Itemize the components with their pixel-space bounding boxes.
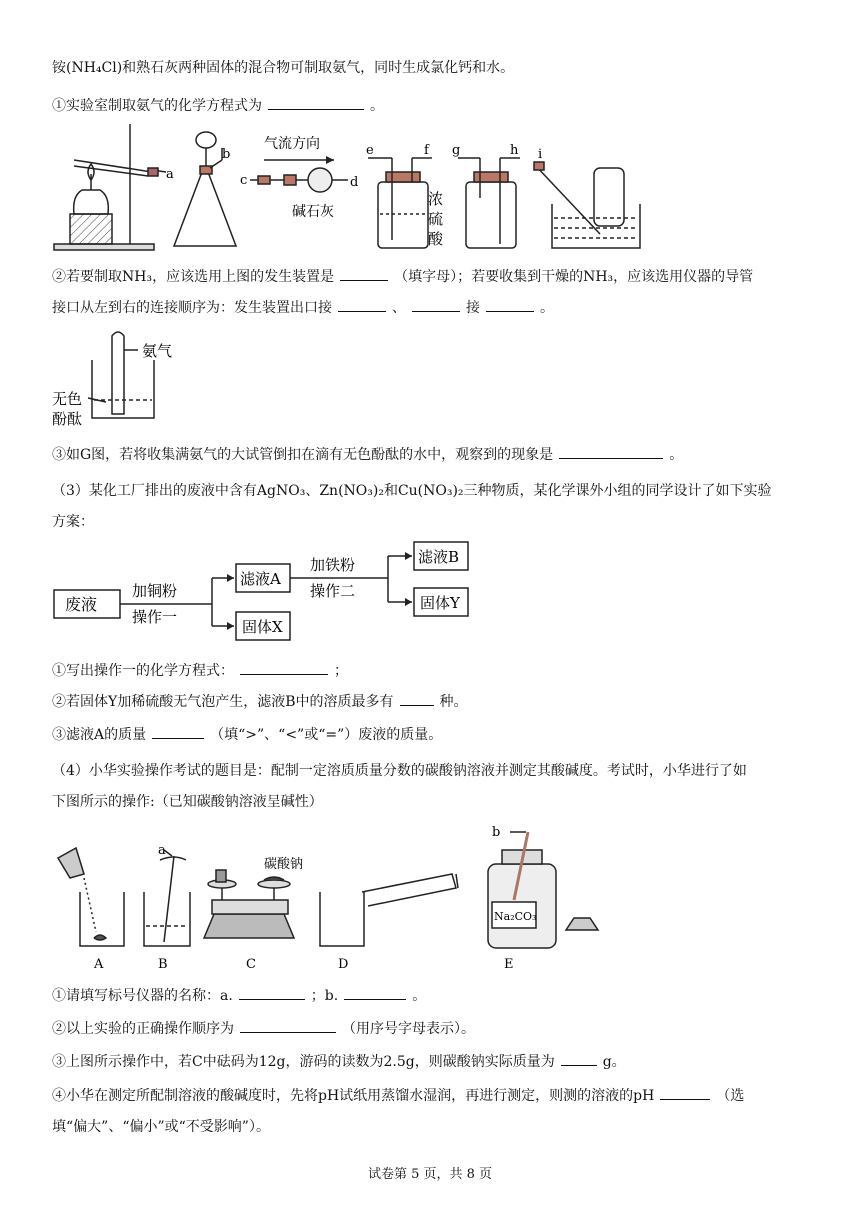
question-4-4: ④小华在测定所配制溶液的酸碱度时，先将pH试纸用蒸馏水湿润，再进行测定，则测的溶液的pH （选 xyxy=(52,1085,820,1106)
answer-blank[interactable] xyxy=(559,444,663,459)
label-e: e xyxy=(366,143,374,158)
add-iron-label: 加铁粉 xyxy=(310,556,356,574)
label-f: f xyxy=(424,143,429,158)
question-2-2-cont: 接口从左到右的连接顺序为：发生装置出口接 、 接 。 xyxy=(52,297,820,318)
question-2-1: ①实验室制取氨气的化学方程式为 。 xyxy=(52,95,820,116)
label-b: b xyxy=(222,147,231,162)
page-footer: 试卷第 5 页，共 8 页 xyxy=(367,1167,493,1182)
solid-x-label: 固体X xyxy=(242,618,283,636)
wash-bottle-sulfuric xyxy=(368,158,432,248)
label-a: a xyxy=(166,167,174,182)
answer-blank[interactable] xyxy=(660,1085,710,1100)
answer-blank[interactable] xyxy=(344,985,406,1000)
question-3-3: ③滤液A的质量 （填“>”、“<”或“=”）废液的质量。 xyxy=(52,724,820,745)
intro-line: 铵(NH₄Cl)和熟石灰两种固体的混合物可制取氨气，同时生成氯化钙和水。 xyxy=(52,60,515,76)
step-c-label: C xyxy=(246,957,256,972)
question-4-3: ③上图所示操作中，若C中砝码为12g，游码的读数为2.5g，则碳酸钠实际质量为 g。 xyxy=(52,1051,820,1072)
answer-blank[interactable] xyxy=(412,297,460,312)
empty-bottle xyxy=(458,158,520,248)
add-copper-label: 加铜粉 xyxy=(132,582,178,600)
figure-g-ammonia-test xyxy=(52,326,212,434)
label-g: g xyxy=(452,143,461,158)
question-3-intro: （3）某化工厂排出的废液中含有AgNO₃、Zn(NO₃)₂和Cu(NO₃)₂三种物质，某化学课外小组的同学设计了如下实验 xyxy=(52,483,772,499)
question-4-1: ①请填写标号仪器的名称：a. ；b. 。 xyxy=(52,985,820,1006)
question-4-intro-cont: 下图所示的操作:（已知碳酸钠溶液呈碱性） xyxy=(52,794,323,810)
answer-blank[interactable] xyxy=(561,1051,597,1066)
answer-blank[interactable] xyxy=(338,297,386,312)
drying-tube xyxy=(250,168,348,192)
sodium-carbonate-label: 碳酸钠 xyxy=(264,857,304,872)
filtrate-a-label: 滤液A xyxy=(240,570,281,588)
step-d-label: D xyxy=(338,957,349,972)
question-4-4-cont: 填“偏大”、“偏小”或“不受影响”）。 xyxy=(52,1119,270,1135)
answer-blank[interactable] xyxy=(240,660,328,675)
answer-blank[interactable] xyxy=(268,95,364,110)
solid-y-label: 固体Y xyxy=(420,594,460,612)
question-2-3: ③如G图，若将收集满氨气的大试管倒扣在滴有无色酚酞的水中，观察到的现象是 。 xyxy=(52,444,820,465)
step-b-label: B xyxy=(158,957,168,972)
answer-blank[interactable] xyxy=(240,1018,336,1033)
question-4-2: ②以上实验的正确操作顺序为 （用序号字母表示）。 xyxy=(52,1018,820,1039)
operation-2-label: 操作二 xyxy=(310,582,356,600)
label-h: h xyxy=(510,143,519,158)
answer-blank[interactable] xyxy=(486,297,534,312)
answer-blank[interactable] xyxy=(239,985,305,1000)
flow-direction-label: 气流方向 xyxy=(264,136,320,152)
instrument-b-label: b xyxy=(492,825,501,840)
question-2-2: ②若要制取NH₃，应该选用上图的发生装置是 （填字母）；若要收集到干燥的NH₃，应该选用仪器的导管 xyxy=(52,266,820,287)
waste-label: 废液 xyxy=(65,595,98,614)
separation-flowchart xyxy=(52,540,472,648)
soda-lime-label: 碱石灰 xyxy=(292,204,334,220)
step-a-label: A xyxy=(94,957,104,972)
heating-apparatus xyxy=(54,124,166,250)
question-3-2: ②若固体Y加稀硫酸无气泡产生，滤液B中的溶质最多有 种。 xyxy=(52,691,820,712)
label-d: d xyxy=(350,175,359,190)
question-3-intro-cont: 方案： xyxy=(52,514,94,530)
phenolphthalein-label-2: 酚酞 xyxy=(52,410,83,428)
operation-1-label: 操作一 xyxy=(132,608,178,626)
instrument-a-label: a xyxy=(158,843,166,858)
acid-label-1: 浓 xyxy=(428,190,444,208)
gas-apparatus-figure xyxy=(52,118,652,258)
phenolphthalein-label-1: 无色 xyxy=(52,390,83,408)
question-4-intro: （4）小华实验操作考试的题目是：配制一定溶质质量分数的碳酸钠溶液并测定其酸碱度。考试时，小华进行了如 xyxy=(52,763,747,779)
acid-label-3: 酸 xyxy=(428,230,444,248)
acid-label-2: 硫 xyxy=(428,210,444,228)
label-c: c xyxy=(240,173,248,188)
water-trough xyxy=(534,162,640,248)
step-e-label: E xyxy=(504,957,514,972)
answer-blank[interactable] xyxy=(340,266,388,281)
reagent-bottle-label: Na₂CO₃ xyxy=(494,910,537,923)
answer-blank[interactable] xyxy=(400,691,434,706)
question-3-1: ①写出操作一的化学方程式： ； xyxy=(52,660,820,681)
solution-prep-figure xyxy=(52,822,612,976)
answer-blank[interactable] xyxy=(152,724,204,739)
label-i: i xyxy=(538,147,543,162)
filtrate-b-label: 滤液B xyxy=(418,548,460,566)
ammonia-label: 氨气 xyxy=(142,342,173,360)
